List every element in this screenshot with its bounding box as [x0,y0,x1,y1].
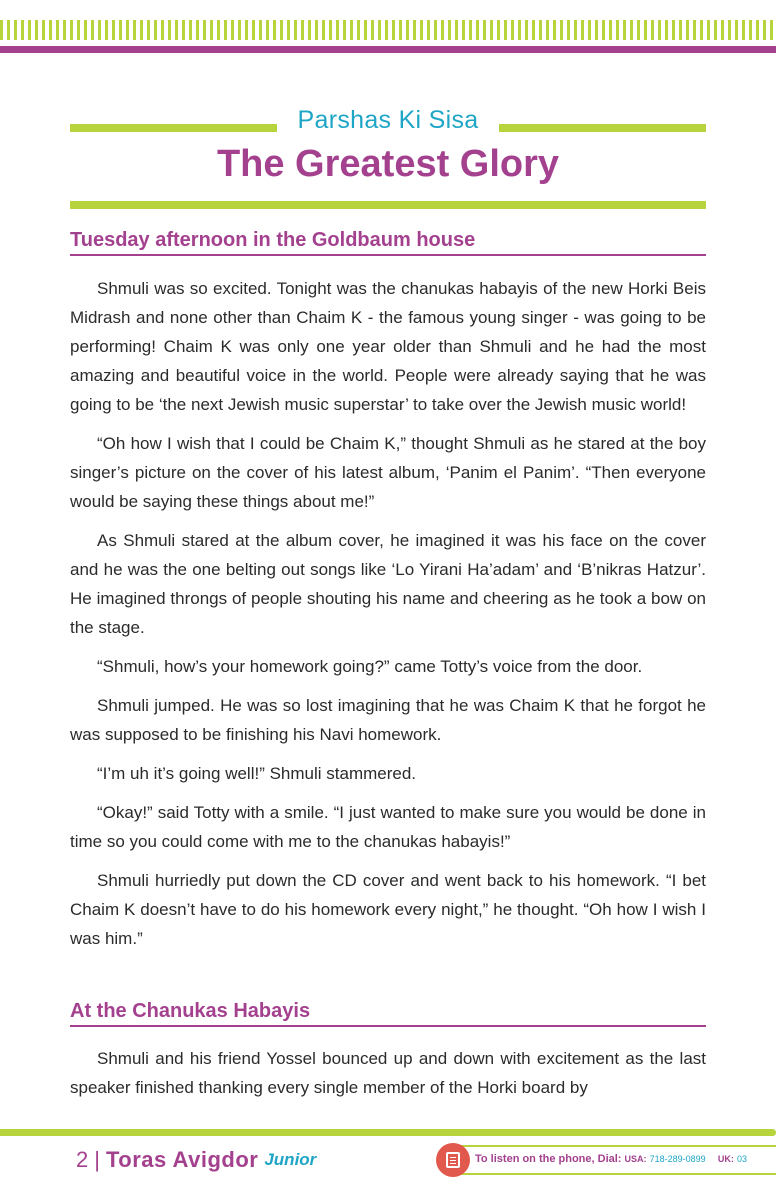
parsha-name: Parshas Ki Sisa [297,106,479,134]
usa-label: USA: [624,1154,647,1164]
top-accent-bar [0,46,776,53]
header-rule-bottom [70,201,706,209]
phone-icon [436,1143,470,1177]
paragraph: “Oh how I wish that I could be Chaim K,” thought Shmuli as he stared at the boy singer’s picture on the cover of his latest album, ‘Panim el Panim’. “Then everyone would be saying these things about me!” [70,434,706,511]
footer-separator: | [94,1147,100,1172]
paragraph: “Okay!” said Totty with a smile. “I just wanted to make sure you would be done in time so you could come with me to the chanukas habayis!” [70,803,706,851]
uk-number: 03 [736,1154,747,1164]
footer-rule [0,1129,776,1136]
section-heading-2: At the Chanukas Habayis [70,1000,706,1027]
top-tick-border [0,20,776,40]
section-heading-1: Tuesday afternoon in the Goldbaum house [70,229,706,256]
paragraph: Shmuli hurriedly put down the CD cover and went back to his homework. “I bet Chaim K doesn’t have to do his homework every night,” he thought. “Oh how I wish I was him.” [70,871,706,948]
section-2-body [70,1044,706,1112]
phone-info [475,1153,776,1165]
paragraph: As Shmuli stared at the album cover, he imagined it was his face on the cover and he was the one belting out songs like ‘Lo Yirani Ha’adam’ and ‘B’nikras Hatzur’. He imagined throngs of people shouting his name and cheering as he took a bow on the stage. [70,531,706,637]
uk-label: UK: [717,1154,734,1164]
brand-name: Toras Avigdor [105,1147,259,1172]
brand-subtitle: Junior [264,1150,317,1169]
paragraph: Shmuli jumped. He was so lost imagining that he was Chaim K that he forgot he was supposed to be finishing his Navi homework. [70,696,706,744]
section-1-body [70,274,706,963]
footer-branding [76,1146,316,1174]
paragraph: Shmuli was so excited. Tonight was the chanukas habayis of the new Horki Beis Midrash and none other than Chaim K - the famous young singer - was going to be performing! Chaim K was only one year older than Shmuli and he had the most amazing and beautiful voice in the world. People were already saying that he was going to be ‘the next Jewish music superstar’ to take over the Jewish music world! [70,279,706,414]
usa-number: 718-289-0899 [649,1154,706,1164]
paragraph: “I’m uh it’s going well!” Shmuli stammered. [97,764,417,783]
phone-label: To listen on the phone, Dial: [475,1153,622,1165]
paragraph: “Shmuli, how’s your homework going?” came Totty’s voice from the door. [97,657,643,676]
paragraph: Shmuli and his friend Yossel bounced up and down with excitement as the last speaker finished thanking every single member of the Horki board by [70,1049,706,1097]
story-title: The Greatest Glory [216,143,560,185]
page-number: 2 [76,1147,89,1172]
